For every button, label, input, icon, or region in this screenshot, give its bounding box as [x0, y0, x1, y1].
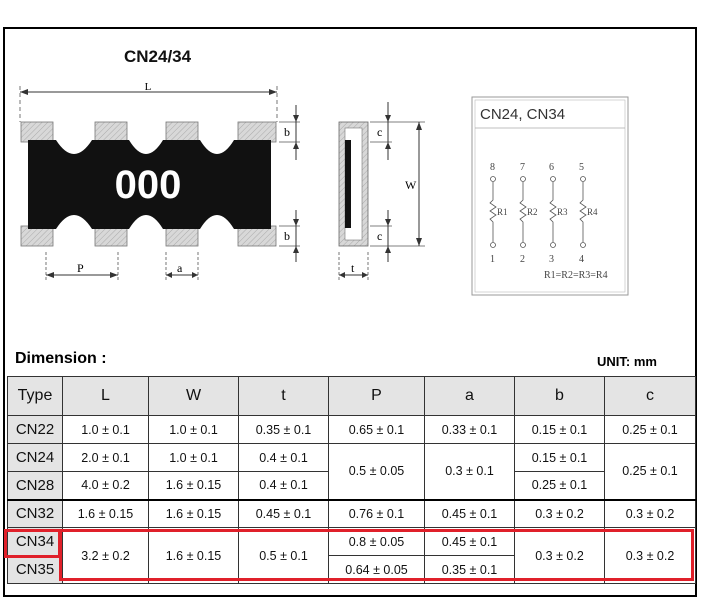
table-cell: 0.4 ± 0.1	[239, 472, 329, 500]
schematic-panel	[472, 97, 628, 295]
resistor-label: R1	[497, 207, 508, 217]
b-dimension	[279, 105, 300, 262]
width-label: W	[405, 178, 417, 192]
type-cell: CN32	[8, 500, 63, 528]
a-label: a	[177, 261, 183, 275]
pin-label: 2	[520, 254, 525, 265]
resistor-equation: R1=R2=R3=R4	[544, 270, 608, 281]
pin-label: 6	[549, 162, 554, 173]
type-cell: CN22	[8, 416, 63, 444]
type-cell: CN35	[8, 556, 63, 584]
pin-label: 5	[579, 162, 584, 173]
resistor-label: R4	[587, 207, 598, 217]
side-view	[339, 102, 425, 282]
pin-label: 3	[549, 254, 554, 265]
pin-label: 8	[490, 162, 495, 173]
resistor-label: R3	[557, 207, 568, 217]
b-label-bottom: b	[284, 229, 290, 243]
unit-label: UNIT: mm	[597, 354, 657, 369]
chip-marking: 000	[114, 163, 182, 207]
table-row-cn34	[8, 528, 696, 556]
type-cell: CN24	[8, 444, 63, 472]
pitch-label: P	[77, 261, 84, 275]
pitch-dimension	[46, 252, 118, 282]
table-cell: 0.4 ± 0.1	[239, 444, 329, 472]
table-cell: 0.65 ± 0.1	[329, 416, 425, 444]
pin-label: 4	[579, 254, 584, 265]
table-cell: 0.5 ± 0.1	[239, 528, 329, 584]
table-cell: 3.2 ± 0.2	[63, 528, 149, 584]
pin-label: 7	[520, 162, 525, 173]
thickness-label: t	[351, 261, 355, 275]
table-cell: 0.3 ± 0.2	[515, 500, 605, 528]
type-cell: CN28	[8, 472, 63, 500]
table-cell: 0.25 ± 0.1	[605, 416, 696, 444]
table-header-row	[8, 377, 696, 416]
b-label-top: b	[284, 125, 290, 139]
column-header: a	[425, 377, 515, 416]
table-cell: 0.15 ± 0.1	[515, 416, 605, 444]
type-cell: CN34	[8, 528, 63, 556]
table-cell: 2.0 ± 0.1	[63, 444, 149, 472]
table-cell: 0.3 ± 0.2	[605, 500, 696, 528]
a-dimension	[166, 252, 198, 282]
table-cell: 0.25 ± 0.1	[515, 472, 605, 500]
pin-label: 1	[490, 254, 495, 265]
table-cell: 4.0 ± 0.2	[63, 472, 149, 500]
column-header: t	[239, 377, 329, 416]
table-row-cn24	[8, 444, 696, 472]
table-cell: 1.0 ± 0.1	[149, 416, 239, 444]
length-dimension	[20, 81, 277, 122]
table-cell: 0.45 ± 0.1	[425, 528, 515, 556]
table-cell: 1.6 ± 0.15	[149, 500, 239, 528]
table-cell: 0.3 ± 0.1	[425, 444, 515, 500]
table-row-cn32	[8, 500, 696, 528]
column-header: P	[329, 377, 425, 416]
c-label-top: c	[377, 125, 383, 139]
schematic-title: CN24, CN34	[480, 106, 566, 123]
table-cell: 0.45 ± 0.1	[425, 500, 515, 528]
table-cell: 1.6 ± 0.15	[63, 500, 149, 528]
top-terminals	[21, 122, 276, 142]
table-row-cn22	[8, 416, 696, 444]
table-cell: 0.5 ± 0.05	[329, 444, 425, 500]
table-cell: 1.6 ± 0.15	[149, 528, 239, 584]
table-cell: 0.33 ± 0.1	[425, 416, 515, 444]
drawing-title: CN24/34	[124, 47, 192, 66]
table-cell: 0.76 ± 0.1	[329, 500, 425, 528]
table-cell: 0.45 ± 0.1	[239, 500, 329, 528]
resistor-label: R2	[527, 207, 538, 217]
table-cell: 1.0 ± 0.1	[149, 444, 239, 472]
table-cell: 0.3 ± 0.2	[515, 528, 605, 584]
table-cell: 0.35 ± 0.1	[239, 416, 329, 444]
table-cell: 0.35 ± 0.1	[425, 556, 515, 584]
dimension-table	[7, 376, 696, 584]
table-cell: 0.15 ± 0.1	[515, 444, 605, 472]
length-label: L	[144, 81, 152, 93]
table-cell: 0.3 ± 0.2	[605, 528, 696, 584]
c-label-bottom: c	[377, 229, 383, 243]
table-cell: 0.64 ± 0.05	[329, 556, 425, 584]
column-header: c	[605, 377, 696, 416]
table-cell: 1.6 ± 0.15	[149, 472, 239, 500]
column-header: W	[149, 377, 239, 416]
table-cell: 0.8 ± 0.05	[329, 528, 425, 556]
table-cell: 0.25 ± 0.1	[605, 444, 696, 500]
table-cell: 1.0 ± 0.1	[63, 416, 149, 444]
dimension-heading: Dimension :	[15, 350, 107, 367]
column-header: L	[63, 377, 149, 416]
column-header: Type	[8, 377, 63, 416]
column-header: b	[515, 377, 605, 416]
